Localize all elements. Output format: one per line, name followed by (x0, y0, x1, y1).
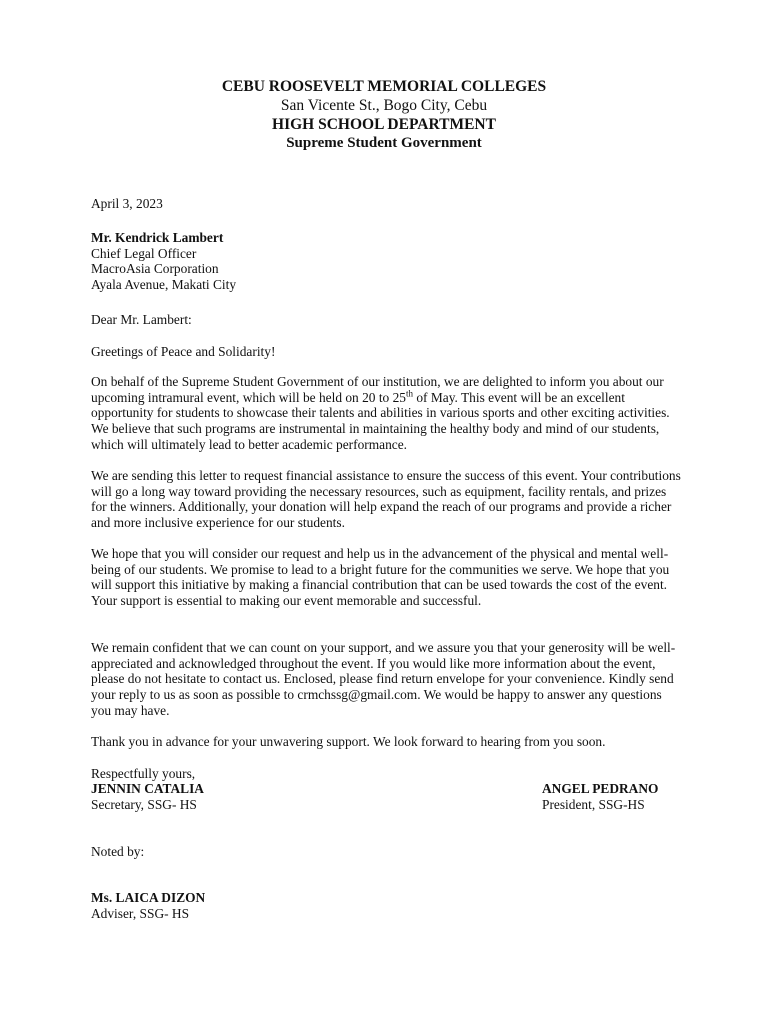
recipient-block (91, 230, 236, 293)
greeting: Greetings of Peace and Solidarity! (91, 344, 276, 359)
closing: Respectfully yours, (91, 766, 196, 781)
p1-text-after: of May. This event will be an excellent opportunity for students to showcase their talents and abilities in various sports and other exciting activities. We believe that such programs are instrumental in maintaining the healthy body and mind of our students, which will ultimately lead to better academic performance. (91, 389, 670, 452)
recipient-company: MacroAsia Corporation (91, 261, 219, 277)
school-address: San Vicente St., Bogo City, Cebu (280, 97, 488, 114)
salutation: Dear Mr. Lambert: (91, 312, 192, 327)
signatory-right-role: President, SSG-HS (542, 796, 645, 812)
signatory-left (91, 781, 204, 812)
body-paragraph-2: We are sending this letter to request financial assistance to ensure the success of this event. Your contributions will go a long way toward providing the necessary resources, such as equipment, facility rentals, and prizes for the winners. Additionally, your donation will help expand the reach of our programs and provide a richer and more inclusive experience for our students. (91, 468, 681, 531)
body-paragraph-5: Thank you in advance for your unwavering support. We look forward to hearing from you soon. (91, 734, 606, 749)
noted-by-label: Noted by: (91, 844, 145, 859)
signatory-left-role: Secretary, SSG- HS (91, 796, 197, 812)
signatory-left-name: JENNIN CATALIA (91, 781, 204, 796)
signatory-right-name: ANGEL PEDRANO (542, 781, 659, 796)
school-name: CEBU ROOSEVELT MEMORIAL COLLEGES (221, 78, 547, 95)
signatory-right (542, 781, 658, 812)
department-name: HIGH SCHOOL DEPARTMENT (272, 116, 496, 133)
adviser-name: Ms. LAICA DIZON (91, 890, 206, 905)
recipient-address: Ayala Avenue, Makati City (91, 277, 237, 293)
recipient-name: Mr. Kendrick Lambert (91, 230, 224, 245)
recipient-title: Chief Legal Officer (91, 245, 197, 261)
organization-name: Supreme Student Government (286, 135, 482, 151)
letter-date: April 3, 2023 (91, 196, 163, 211)
p1-superscript: th (406, 388, 414, 399)
adviser-block (91, 890, 205, 921)
body-paragraph-1 (91, 374, 681, 453)
body-paragraph-3: We hope that you will consider our request and help us in the advancement of the physical and mental well-being of our students. We promise to lead to a bright future for the communities we serve. We hope that you will support this initiative by making a financial contribution that can be used towards the cost of the event. Your support is essential to making our event memorable and successful. (91, 546, 670, 609)
adviser-role: Adviser, SSG- HS (91, 905, 190, 921)
body-paragraph-4: We remain confident that we can count on your support, and we assure you that your generosity will be well-appreciated and acknowledged throughout the event. If you would like more information about the event, please do not hesitate to contact us. Enclosed, please find return envelope for your convenience. Kindly send your reply to us as soon as possible to crmchssg@gmail.com. We would be happy to answer any questions you may have. (91, 640, 676, 718)
p1-text-before: On behalf of the Supreme Student Government of our institution, we are delighted to inform you about our upcoming intramural event, which will be held on 20 to 25 (91, 374, 664, 405)
